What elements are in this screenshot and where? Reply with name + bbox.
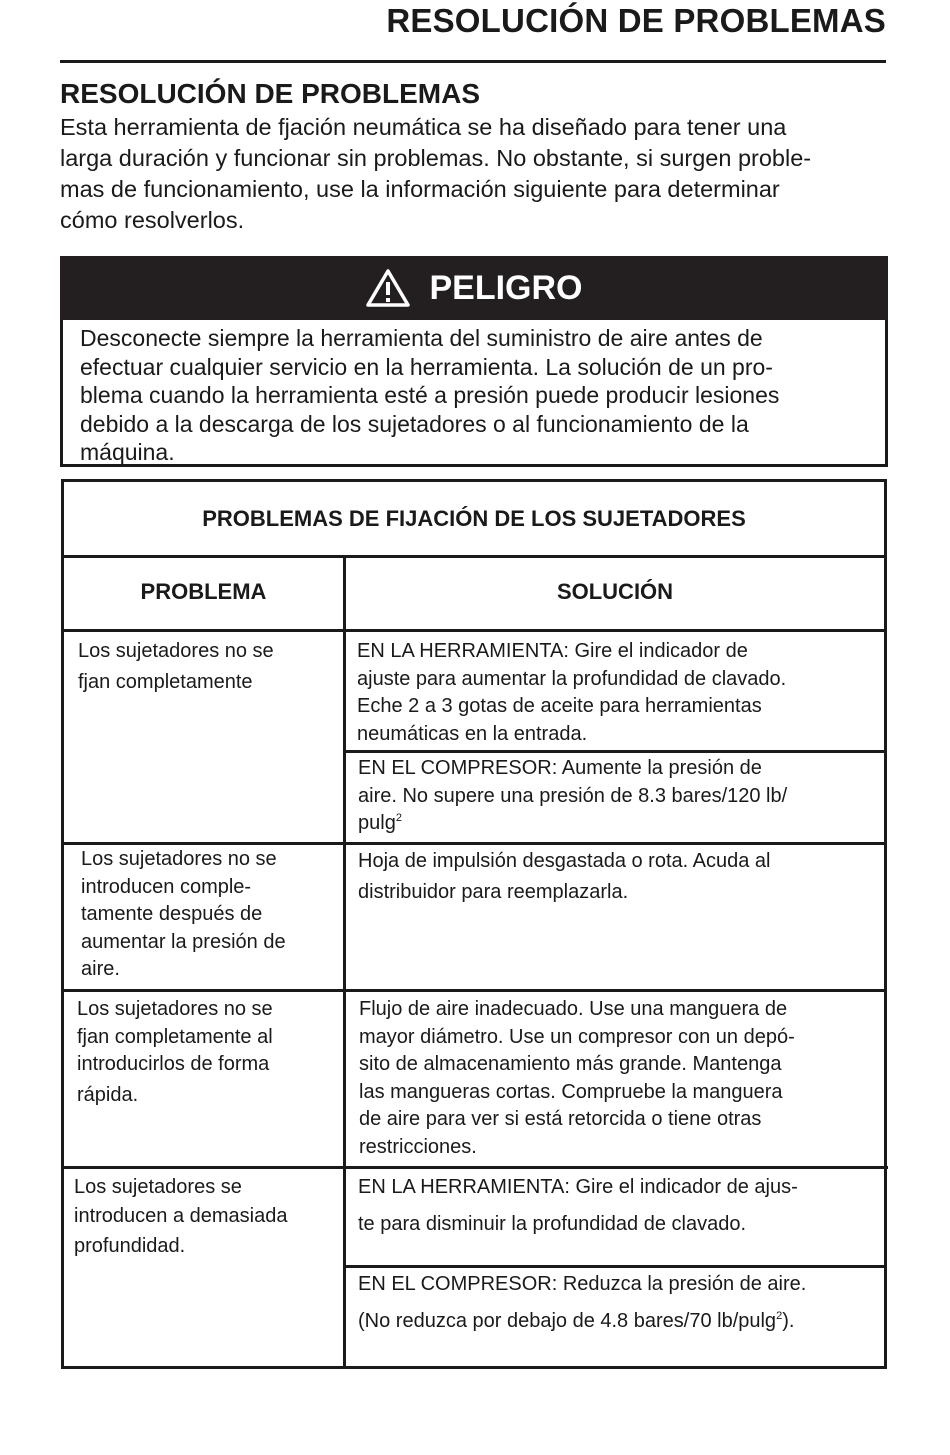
cell-line: distribuidor para reemplazarla.	[358, 880, 629, 903]
cell-line: aumentar la presión de	[81, 930, 286, 953]
cell-line: de aire para ver si está retorcida o tiene otras	[359, 1108, 762, 1130]
cell-line: tamente después de	[81, 903, 263, 925]
cell-line: neumáticas en la entrada.	[357, 722, 588, 745]
solution-cell	[359, 996, 795, 1161]
table-rule	[64, 629, 884, 632]
cell-line: EN LA HERRAMIENTA: Gire el indicador de	[357, 640, 748, 662]
table-rule	[64, 555, 884, 558]
cell-line: introducen comple-	[81, 875, 252, 898]
cell-line: sito de almacenamiento más grande. Mantenga	[359, 1053, 782, 1075]
problem-cell	[77, 996, 273, 1109]
table-rule	[346, 750, 884, 753]
danger-line: máquina.	[80, 439, 175, 465]
cell-line: rápida.	[77, 1083, 139, 1106]
solution-cell	[358, 1271, 806, 1335]
cell-line: EN LA HERRAMIENTA: Gire el indicador de ajus-	[358, 1176, 798, 1198]
cell-line: Flujo de aire inadecuado. Use una manguera de	[359, 998, 788, 1020]
cell-line	[358, 810, 787, 838]
intro-paragraph	[60, 112, 890, 236]
unit-superscript: 2	[776, 1309, 783, 1322]
cell-line: fjan completamente	[78, 670, 253, 693]
cell-line: introducen a demasiada	[74, 1204, 288, 1227]
problem-cell	[74, 1174, 287, 1261]
intro-line: larga duración y funcionar sin problemas. No obstante, si surgen proble-	[60, 145, 812, 171]
danger-line: debido a la descarga de los sujetadores o al funcionamiento de la	[80, 410, 749, 437]
column-header-solution: SOLUCIÓN	[556, 579, 674, 604]
unit-superscript: 2	[395, 812, 402, 824]
cell-line: Los sujetadores no se	[77, 998, 273, 1020]
pressure-limit-close: ).	[782, 1309, 795, 1332]
problem-cell	[81, 846, 286, 984]
danger-header	[60, 256, 888, 320]
cell-line: las mangueras cortas. Compruebe la manguera	[359, 1080, 783, 1103]
cell-line: profundidad.	[74, 1235, 186, 1257]
cell-line: Eche 2 a 3 gotas de aceite para herramientas	[357, 695, 762, 717]
cell-line	[358, 1308, 806, 1336]
cell-line: Hoja de impulsión desgastada o rota. Acuda al	[358, 850, 771, 872]
danger-label: PELIGRO	[429, 268, 583, 307]
solution-cell	[357, 638, 786, 748]
solution-cell	[358, 848, 771, 906]
problem-cell	[78, 638, 274, 696]
cell-line: EN EL COMPRESOR: Aumente la presión de	[358, 757, 762, 779]
cell-line: te para disminuir la profundidad de clavado.	[358, 1212, 747, 1235]
table-rule	[64, 989, 884, 992]
danger-line: Desconecte siempre la herramienta del suministro de aire antes de	[80, 325, 763, 351]
cell-line: fjan completamente al	[77, 1025, 273, 1048]
pressure-limit-text: (No reduzca por debajo de 4.8 bares/70 lb/pulg	[358, 1309, 777, 1332]
page-header: RESOLUCIÓN DE PROBLEMAS	[386, 2, 886, 39]
danger-line: blema cuando la herramienta esté a presión puede producir lesiones	[80, 382, 780, 408]
table-rule	[64, 1166, 888, 1169]
cell-line: ajuste para aumentar la profundidad de clavado.	[357, 667, 787, 690]
danger-line: efectuar cualquier servicio en la herramienta. La solución de un pro-	[80, 353, 773, 380]
intro-line: mas de funcionamiento, use la información siguiente para determinar	[60, 176, 780, 202]
cell-line: Los sujetadores no se	[78, 640, 274, 662]
cell-line: aire.	[81, 958, 120, 980]
warning-triangle-icon	[365, 268, 411, 308]
table-rule	[64, 842, 884, 845]
intro-line: Esta herramienta de fjación neumática se ha diseñado para tener una	[60, 114, 787, 140]
table-title: PROBLEMAS DE FIJACIÓN DE LOS SUJETADORES	[202, 506, 746, 531]
troubleshooting-table	[61, 479, 887, 1369]
solution-cell	[358, 755, 787, 838]
danger-box	[60, 256, 888, 467]
header-rule	[60, 60, 886, 63]
cell-line: aire. No supere una presión de 8.3 bares/120 lb/	[358, 784, 788, 807]
solution-cell	[358, 1174, 798, 1238]
cell-line: Los sujetadores no se	[81, 848, 277, 870]
cell-line: restricciones.	[359, 1135, 477, 1158]
intro-line: cómo resolverlos.	[60, 207, 245, 233]
table-rule	[346, 1265, 884, 1268]
table-rule	[343, 558, 346, 1366]
cell-line: Los sujetadores se	[74, 1176, 242, 1198]
cell-line: mayor diámetro. Use un compresor con un depó-	[359, 1025, 795, 1048]
column-header-problem: PROBLEMA	[140, 579, 267, 604]
section-title: RESOLUCIÓN DE PROBLEMAS	[60, 78, 481, 109]
danger-text	[80, 324, 885, 467]
unit-base: pulg	[358, 812, 396, 834]
cell-line: EN EL COMPRESOR: Reduzca la presión de aire.	[358, 1273, 807, 1295]
cell-line: introducirlos de forma	[77, 1053, 270, 1075]
